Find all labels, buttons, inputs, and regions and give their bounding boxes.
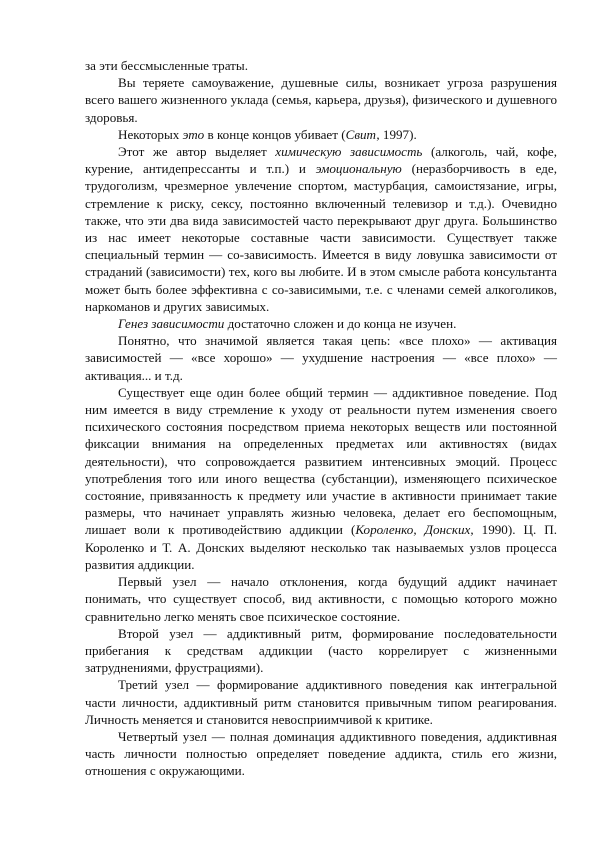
text-segment: Второй узел — аддиктивный ритм, формирование последовательности прибегания к средствам аддикции (часто коррелирует с жизненными затруднениями, фрустрациями). [85,625,557,676]
text-segment: Вы теряете самоуважение, душевные силы, возникает угроза разрушения всего вашего жизненного уклада (семья, карьера, друзья), физического и душевного здоровья. [85,75,557,125]
text-segment: 1997). [379,126,417,142]
text-segment: Понятно, что значимой является такая цепь: «все плохо» — активация зависимостей — «все хорошо» — ухудшение настроения — «все плохо» — активация... и т.д. [85,333,557,383]
text-segment: за эти бессмысленные траты. [85,58,248,73]
paragraph [85,126,557,143]
text-segment: 1990). Ц. П. Короленко и Т. А. Донских выделяют несколько так называемых узлов процесса развития аддикции. [85,522,558,572]
text-segment: достаточно сложен и до конца не изучен. [224,316,457,332]
document-body [85,57,557,780]
text-segment: в конце концов убивает ( [204,126,346,142]
text-segment: (неразборчивость в еде, трудоголизм, чрезмерное увлечение спортом, мастурбация, самоистязание, игры, стремление к риску, сексу, постоянно включенный телевизор и т.д.). Очевидно также, что эти два вида зависимостей часто перекрывают друг друга. Большинство из нас имеет некоторые составные части зависимости. Существует также специальный термин — со-зависимость. Имеется в виду ловушка зависимости от страданий (зависимости) тех, кого вы любите. И в этом смысле работа консультанта может быть более эффективна с со-зависимыми, т.е. с членами семей алкоголиков, наркоманов и других зависимых. [85,161,557,314]
italic-text: это [182,126,205,142]
paragraph [85,315,557,332]
paragraph [85,384,557,573]
italic-text: Свит, [345,126,380,142]
text-segment: Четвертый узел — полная доминация аддиктивного поведения, аддиктивная часть личности полностью определяет поведение аддикта, стиль его жизни, отношения с окружающими. [85,728,557,779]
paragraph [85,57,557,74]
paragraph [85,143,557,315]
paragraph [85,332,557,384]
italic-text: Короленко, Донских, [355,522,474,538]
text-segment: (алкоголь, чай, кофе, курение, антидепрессанты и т.п.) и [85,144,557,177]
text-segment: Третий узел — формирование аддиктивного поведения как интегральной части личности, аддиктивный ритм становится привычным типом реагирования. Личность меняется и становится невосприимчивой к критике. [85,677,557,727]
italic-text: химическую зависимость [275,144,423,160]
text-segment: Этот же автор выделяет [118,144,276,160]
paragraph [85,676,557,728]
text-segment: Некоторых [118,126,183,142]
paragraph [85,573,557,625]
italic-text: эмоциональную [315,161,402,177]
text-segment: Первый узел — начало отклонения, когда будущий аддикт начинает понимать, что существует способ, вид активности, с помощью которого можно сравнительно легко менять свое психическое состояние. [85,574,557,624]
italic-text: Генез зависимости [118,316,225,332]
paragraph [85,625,557,677]
text-segment: Существует еще один более общий термин — аддиктивное поведение. Под ним имеется в виду стремление к уходу от реальности путем изменения своего психического состояния посредством приема некоторых веществ или постоянной фиксации внимания на определенных предметах или активностях (видах деятельности), что сопровождается развитием интенсивных эмоций. Процесс употребления того или иного вещества (субстанции), изменяющего психическое состояние, привязанность к предмету или участие в активности принимает такие размеры, что начинает управлять жизнью человека, делает его беспомощным, лишает воли к противодействию аддикции ( [85,384,557,538]
paragraph [85,74,557,126]
paragraph [85,728,557,780]
